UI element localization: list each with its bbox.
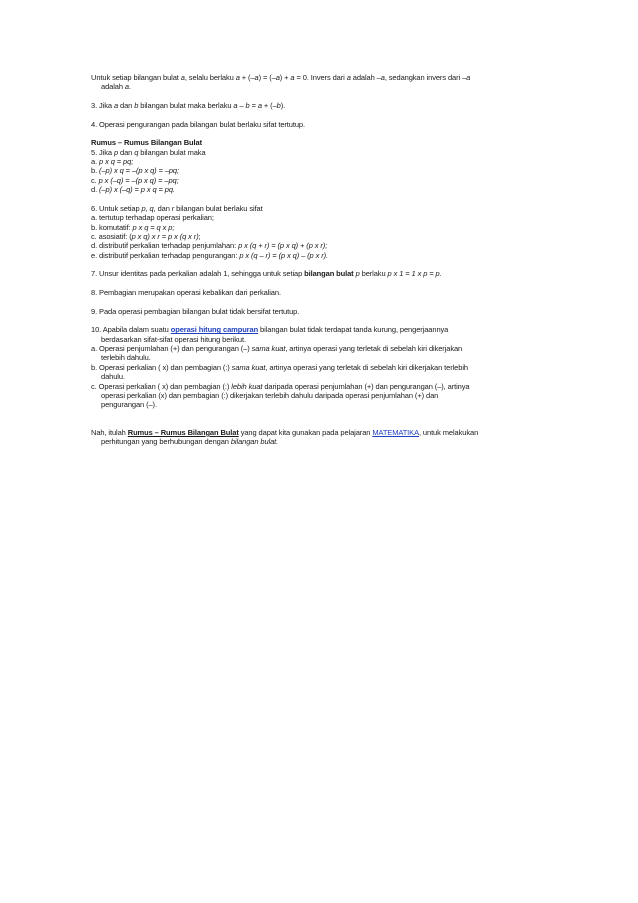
paragraph-point-7 (91, 269, 561, 278)
paragraph-point-4 (91, 120, 561, 129)
list-item: b. (–p) x q = –(p x q) = –pq; (91, 166, 179, 176)
document-body (91, 73, 561, 456)
text-line: adalah a. (101, 82, 131, 92)
paragraph-closing (91, 428, 561, 447)
text-line: 7. Unsur identitas pada perkalian adalah 1, sehingga untuk setiap bilangan bulat p berlaku p x 1 = 1 x p = p. (91, 269, 442, 279)
list-item: c. asosiatif: (p x q) x r = p x (q x r); (91, 232, 201, 242)
link-matematika[interactable]: MATEMATIKA (372, 427, 419, 437)
text-line: 9. Pada operasi pembagian bilangan bulat tidak bersifat tertutup. (91, 306, 300, 316)
list-item: a. Operasi penjumlahan (+) dan pengurangan (–) sama kuat, artinya operasi yang terletak di sebelah kiri dikerjakan (91, 344, 463, 354)
text-line: berdasarkan sifat-sifat operasi hitung berikut. (101, 334, 246, 344)
text-line: 5. Jika p dan q bilangan bulat maka (91, 147, 206, 157)
text-line: 3. Jika a dan b bilangan bulat maka berlaku a – b = a + (–b). (91, 101, 286, 110)
list-item: c. p x (–q) = –(p x q) = –pq; (91, 175, 179, 185)
text-line: perhitungan yang berhubungan dengan bilangan bulat. (101, 437, 279, 447)
list-item: d. distributif perkalian terhadap penjumlahan: p x (q + r) = (p x q) + (p x r); (91, 241, 328, 251)
list-item: d. (–p) x (–q) = p x q = pq. (91, 185, 175, 195)
text-line: Untuk setiap bilangan bulat a, selalu berlaku a + (–a) = (–a) + a = 0. Invers dari a adalah –a, sedangkan invers dari –a (91, 73, 471, 82)
list-item: b. komutatif: p x q = q x p; (91, 222, 175, 232)
list-item: a. p x q = pq; (91, 157, 134, 166)
paragraph-point-10 (91, 325, 561, 410)
list-item: e. distributif perkalian terhadap pengurangan: p x (q – r) = (p x q) – (p x r). (91, 250, 329, 260)
link-operasi-hitung-campuran[interactable]: operasi hitung campuran (170, 325, 259, 335)
text-line: pengurangan (–). (101, 400, 157, 410)
text-line: 8. Pembagian merupakan operasi kebalikan dari perkalian. (91, 288, 281, 298)
section-rumus (91, 138, 561, 194)
section-heading: Rumus – Rumus Bilangan Bulat (91, 138, 202, 148)
paragraph-invers (91, 73, 561, 92)
paragraph-point-3 (91, 101, 561, 110)
list-item: a. tertutup terhadap operasi perkalian; (91, 213, 214, 223)
list-item: b. Operasi perkalian ( x) dan pembagian (:) sama kuat, artinya operasi yang terletak di sebelah kiri dikerjakan terlebih (91, 362, 468, 372)
text-line: dahulu. (101, 372, 125, 382)
paragraph-point-6 (91, 204, 561, 260)
text-line: 6. Untuk setiap p, q, dan r bilangan bulat berlaku sifat (91, 203, 263, 213)
paragraph-point-9 (91, 307, 561, 316)
text-line: operasi perkalian (x) dan pembagian (:) dikerjakan terlebih dahulu daripada operasi penjumlahan (+) dan (101, 391, 439, 401)
list-item: c. Operasi perkalian ( x) dan pembagian (:) lebih kuat daripada operasi penjumlahan (+) dan pengurangan (–), artinya (91, 381, 470, 391)
paragraph-point-8 (91, 288, 561, 297)
text-line: Nah, itulah Rumus – Rumus Bilangan Bulat yang dapat kita gunakan pada pelajaran MATEMATIKA, untuk melakukan (91, 427, 479, 437)
text-line: terlebih dahulu. (101, 353, 151, 363)
link-rumus-bilangan-bulat[interactable]: Rumus – Rumus Bilangan Bulat (127, 427, 239, 437)
text-line: 4. Operasi pengurangan pada bilangan bulat berlaku sifat tertutup. (91, 119, 305, 129)
text-line: 10. Apabila dalam suatu operasi hitung campuran bilangan bulat tidak terdapat tanda kurung, pengerjaannya (91, 325, 449, 335)
